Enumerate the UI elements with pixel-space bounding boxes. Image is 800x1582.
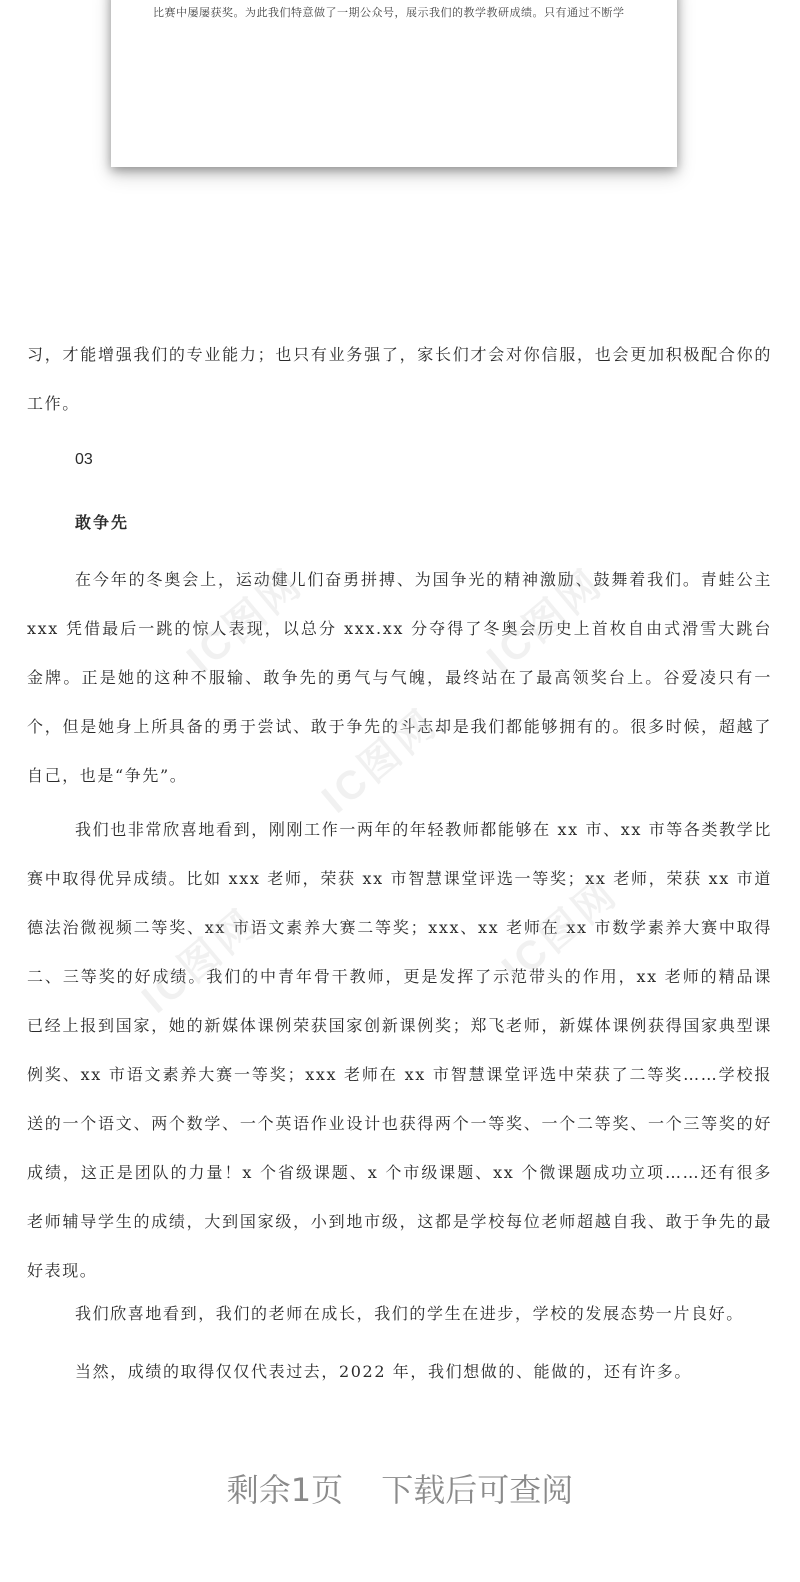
paragraph-conclusion: 当然，成绩的取得仅仅代表过去，2022 年，我们想做的、能做的，还有许多。 [75, 1362, 693, 1381]
remaining-pages-notice[interactable]: 剩余1页 下载后可查阅 [226, 1471, 574, 1509]
watermark-text: IC图网 [314, 700, 447, 822]
paragraph-growth: 我们欣喜地看到，我们的老师在成长，我们的学生在进步，学校的发展态势一片良好。 [75, 1304, 744, 1323]
watermark-text: IC图网 [479, 560, 612, 682]
section-number: 03 [75, 451, 93, 468]
watermark-text: IC图网 [179, 560, 312, 682]
paragraph-winter-olympics: 在今年的冬奥会上，运动健儿们奋勇拼搏、为国争光的精神激励、鼓舞着我们。青蛙公主 xxx 凭借最后一跳的惊人表现，以总分 xxx.xx 分夺得了冬奥会历史上首枚自由式滑雪大跳台金牌。正是她的这种不服输、敢争先的勇气与气魄，最终站在了最高领奖台上。谷爱凌只有一个，但是她身上所具备的勇于尝试、敢于争先的斗志却是我们都能够拥有的。很多时候，超越了自己，也是“争先”。 [27, 570, 772, 785]
section-title: 敢争先 [75, 513, 130, 532]
paragraph-teacher-awards: 我们也非常欣喜地看到，刚刚工作一两年的年轻教师都能够在 xx 市、xx 市等各类教学比赛中取得优异成绩。比如 xxx 老师，荣获 xx 市智慧课堂评选一等奖；xx 老师，荣获 xx 市道德法治微视频二等奖、xx 市语文素养大赛二等奖；xxx、xx 老师在 xx 市数学素养大赛中取得二、三等奖的好成绩。我们的中青年骨干教师，更是发挥了示范带头的作用，xx 老师的精品课已经上报到国家，她的新媒体课例荣获国家创新课例奖；郑飞老师，新媒体课例获得国家典型课例奖、xx 市语文素养大赛一等奖；xxx 老师在 xx 市智慧课堂评选中荣获了二等奖……学校报送的一个语文、两个数学、一个英语作业设计也获得两个一等奖、一个二等奖、一个三等奖的好成绩，这正是团队的力量！x 个省级课题、x 个市级课题、xx 个微课题成功立项……还有很多老师辅导学生的成绩，大到国家级，小到地市级，这都是学校每位老师超越自我、敢于争先的最好表现。 [27, 820, 772, 1280]
watermark-text: IC图网 [134, 900, 267, 1022]
preview-text-line: 比赛中屡屡获奖。为此我们特意做了一期公众号，展示我们的教学教研成绩。只有通过不断学 [153, 6, 625, 19]
document-preview-card [111, 0, 677, 167]
paragraph-continuation: 习，才能增强我们的专业能力；也只有业务强了，家长们才会对你信服，也会更加积极配合你的工作。 [27, 345, 772, 413]
watermark-text: IC图网 [494, 870, 627, 992]
